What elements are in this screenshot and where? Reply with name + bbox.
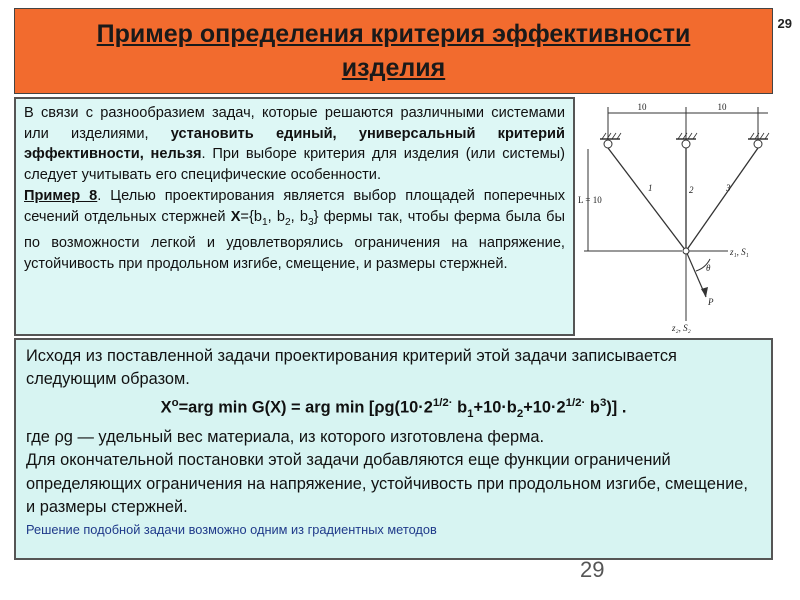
formula-part-4: +10·b [473, 398, 517, 417]
example-text-2: фермы так, чтобы ферма была бы по возможности легкой и удовлетворялись ограничения на напряжение, устойчивость при продольном изгибе, смещение, и размеры стержней. [24, 208, 565, 272]
b1-subscript: 1 [261, 216, 268, 228]
example-label: Пример 8 [24, 187, 98, 204]
bar-2-label: 2 [689, 185, 694, 195]
final-statement: Для окончательной постановки этой задачи добавляются еще функции ограничений определяющих ограничения на напряжение, устойчивость при продольном изгибе, смещение, и размеры стержней. [26, 451, 748, 517]
set-close: } [313, 208, 319, 225]
title-line-2: изделия [341, 54, 446, 82]
set-open: ={b [240, 208, 262, 225]
formula-sub-1: 1 [467, 407, 474, 420]
where-line: где ρg — удельный вес материала, из которого изготовлена ферма. [26, 427, 545, 446]
axis-z2-label: z₂, S₂ [672, 323, 691, 333]
intro-text-box [14, 97, 575, 336]
title-line-1: Пример определения критерия эффективности [96, 20, 691, 48]
page-number: 29 [580, 557, 605, 582]
load-node [683, 248, 689, 254]
formula-sup-2: 1/2· [565, 396, 586, 409]
formula-sup-o: о [171, 396, 179, 409]
intro-paragraph [24, 103, 565, 186]
x-symbol: X [230, 208, 241, 225]
intro-text-1: В связи с разнообразием задач, которые решаются различными системами или изделиями, [24, 105, 565, 142]
formula-x: X [160, 398, 172, 417]
example-text-1: . Целью проектирования является выбор площадей поперечных сечений отдельных стержней [24, 187, 566, 225]
set-sep-1: , b [267, 208, 285, 225]
dim-label-left: 10 [637, 102, 647, 112]
axis-z1-label: z₁, S₁ [730, 247, 749, 257]
height-label: L = 10 [578, 195, 602, 205]
bar-3 [686, 148, 758, 251]
bar-3-label: 3 [726, 183, 731, 193]
force-label: P [708, 297, 714, 307]
title-banner [14, 8, 773, 94]
bar-1 [608, 148, 686, 251]
truss-diagram [578, 99, 774, 336]
formula-sup-3: 3 [599, 396, 607, 409]
hinge-left [604, 140, 612, 148]
gradient-note: Решение подобной задачи возможно одним из градиентных методов [26, 521, 437, 537]
set-sep-2: , b [290, 208, 308, 225]
b3-subscript: 3 [307, 216, 314, 228]
formula-sub-2: 2 [516, 407, 524, 420]
dim-label-right: 10 [717, 102, 727, 112]
formula-part-5: +10·2 [523, 398, 566, 417]
slide-title [97, 17, 691, 85]
formula-part-2: =arg min G(X) = arg min [ρg(10·2 [178, 398, 433, 417]
criterion-formula [26, 392, 761, 426]
hinge-middle [682, 140, 690, 148]
angle-label: θ [706, 263, 711, 273]
formula-part-6: b [585, 398, 600, 417]
b2-subscript: 2 [284, 216, 291, 228]
formula-sup-1: 1/2· [432, 396, 453, 409]
intro-text-2: . При выборе критерия для изделия (или системы) следует учитывать его специфические особенности. [24, 146, 565, 184]
example-paragraph [24, 186, 565, 275]
formula-part-7: )] . [606, 398, 627, 417]
hinge-right [754, 140, 762, 148]
bar-1-label: 1 [648, 183, 653, 193]
criterion-intro: Исходя из поставленной задачи проектирования критерий этой задачи записывается следующим образом. [26, 347, 677, 389]
formula-part-3: b [452, 398, 468, 417]
corner-slide-number: 29 [777, 16, 792, 31]
intro-bold-statement: установить единый, универсальный критерий эффективности, нельзя [24, 125, 565, 163]
criterion-text-box [14, 338, 773, 560]
